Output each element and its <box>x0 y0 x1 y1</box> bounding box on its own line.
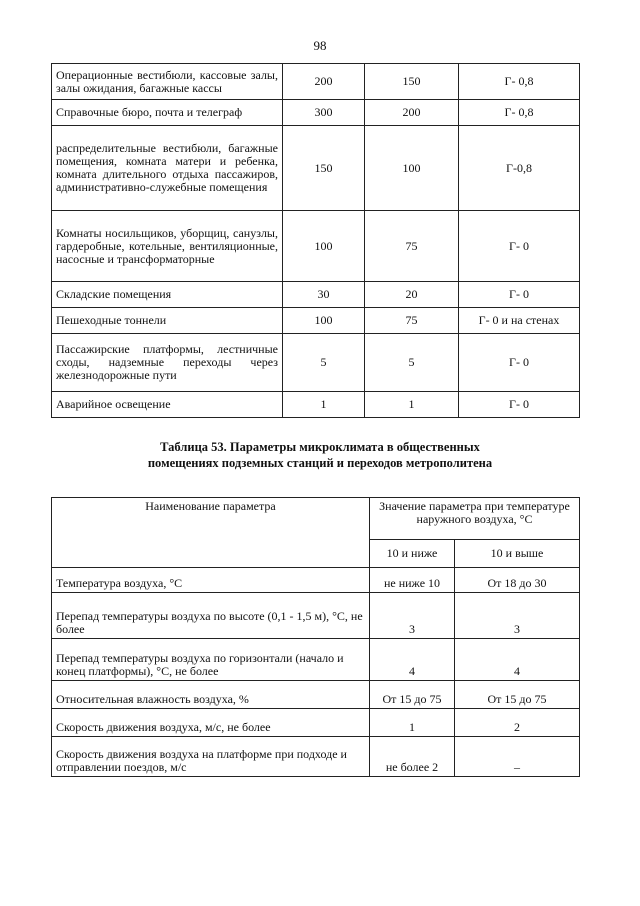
value-cell: 100 <box>283 211 365 282</box>
value-cell: 5 <box>365 334 459 392</box>
value-cell: 75 <box>365 211 459 282</box>
value-cell: 1 <box>283 392 365 418</box>
value-cell: Г-0,8 <box>459 126 580 211</box>
value-cell: 200 <box>283 64 365 100</box>
value-cell: 300 <box>283 100 365 126</box>
table-row <box>52 334 580 392</box>
value-cell: 4 <box>455 639 580 681</box>
parameter-name-cell: Перепад температуры воздуха по высоте (0,1 - 1,5 м), °С, не более <box>52 593 370 639</box>
value-cell: 3 <box>455 593 580 639</box>
table-row <box>52 64 580 100</box>
parameter-name-cell: Перепад температуры воздуха по горизонтали (начало и конец платформы), °С, не более <box>52 639 370 681</box>
table-row <box>52 211 580 282</box>
subheader-10-and-above: 10 и выше <box>455 540 580 568</box>
value-cell: не более 2 <box>370 737 455 777</box>
room-name-cell: Аварийное освещение <box>52 392 283 418</box>
value-cell: От 15 до 75 <box>370 681 455 709</box>
subheader-10-and-below: 10 и ниже <box>370 540 455 568</box>
value-cell: 3 <box>370 593 455 639</box>
room-name-cell: Пешеходные тоннели <box>52 308 283 334</box>
value-cell: 2 <box>455 709 580 737</box>
room-name-cell: Складские помещения <box>52 282 283 308</box>
table-row <box>52 568 580 593</box>
room-name-cell: Справочные бюро, почта и телеграф <box>52 100 283 126</box>
room-name-cell: Комнаты носильщиков, уборщиц, санузлы, гардеробные, котельные, вентиляционные, насосные и трансформаторные <box>52 211 283 282</box>
table-header-row <box>52 498 580 540</box>
value-cell: 1 <box>370 709 455 737</box>
column-header-parameter: Наименование параметра <box>52 498 370 568</box>
table-row <box>52 737 580 777</box>
value-cell: Г- 0 <box>459 392 580 418</box>
room-name-cell: Пассажирские платформы, лестничные сходы, надземные переходы через железнодорожные пути <box>52 334 283 392</box>
column-header-value: Значение параметра при температуре наружного воздуха, °С <box>370 498 580 540</box>
value-cell: Г- 0 <box>459 282 580 308</box>
value-cell: 5 <box>283 334 365 392</box>
table-row <box>52 392 580 418</box>
room-name-cell: Операционные вестибюли, кассовые залы, залы ожидания, багажные кассы <box>52 64 283 100</box>
value-cell: Г- 0 <box>459 211 580 282</box>
table-row <box>52 639 580 681</box>
microclimate-table <box>51 497 580 777</box>
value-cell: От 15 до 75 <box>455 681 580 709</box>
lighting-table <box>51 63 580 418</box>
parameter-name-cell: Скорость движения воздуха на платформе при подходе и отправлении поездов, м/с <box>52 737 370 777</box>
table-caption-line-1: Таблица 53. Параметры микроклимата в общественных <box>160 440 480 454</box>
table-row <box>52 709 580 737</box>
table-row <box>52 126 580 211</box>
value-cell: 150 <box>283 126 365 211</box>
table-row <box>52 282 580 308</box>
parameter-name-cell: Скорость движения воздуха, м/с, не более <box>52 709 370 737</box>
value-cell: От 18 до 30 <box>455 568 580 593</box>
value-cell: Г- 0,8 <box>459 100 580 126</box>
value-cell: 100 <box>283 308 365 334</box>
value-cell: 200 <box>365 100 459 126</box>
page-number: 98 <box>313 38 327 53</box>
value-cell: – <box>455 737 580 777</box>
table-caption-line-2: помещениях подземных станций и переходов метрополитена <box>147 456 493 470</box>
value-cell: 30 <box>283 282 365 308</box>
parameter-name-cell: Относительная влажность воздуха, % <box>52 681 370 709</box>
value-cell: 150 <box>365 64 459 100</box>
value-cell: Г- 0 <box>459 334 580 392</box>
parameter-name-cell: Температура воздуха, °С <box>52 568 370 593</box>
table-row <box>52 100 580 126</box>
value-cell: Г- 0 и на стенах <box>459 308 580 334</box>
room-name-cell: распределительные вестибюли, багажные помещения, комната матери и ребенка, комната длительного отдыха пассажиров, административно-служебные помещения <box>52 126 283 211</box>
table-row <box>52 681 580 709</box>
table-row <box>52 308 580 334</box>
value-cell: Г- 0,8 <box>459 64 580 100</box>
value-cell: 75 <box>365 308 459 334</box>
value-cell: 100 <box>365 126 459 211</box>
value-cell: 4 <box>370 639 455 681</box>
value-cell: не ниже 10 <box>370 568 455 593</box>
value-cell: 1 <box>365 392 459 418</box>
table-row <box>52 593 580 639</box>
value-cell: 20 <box>365 282 459 308</box>
